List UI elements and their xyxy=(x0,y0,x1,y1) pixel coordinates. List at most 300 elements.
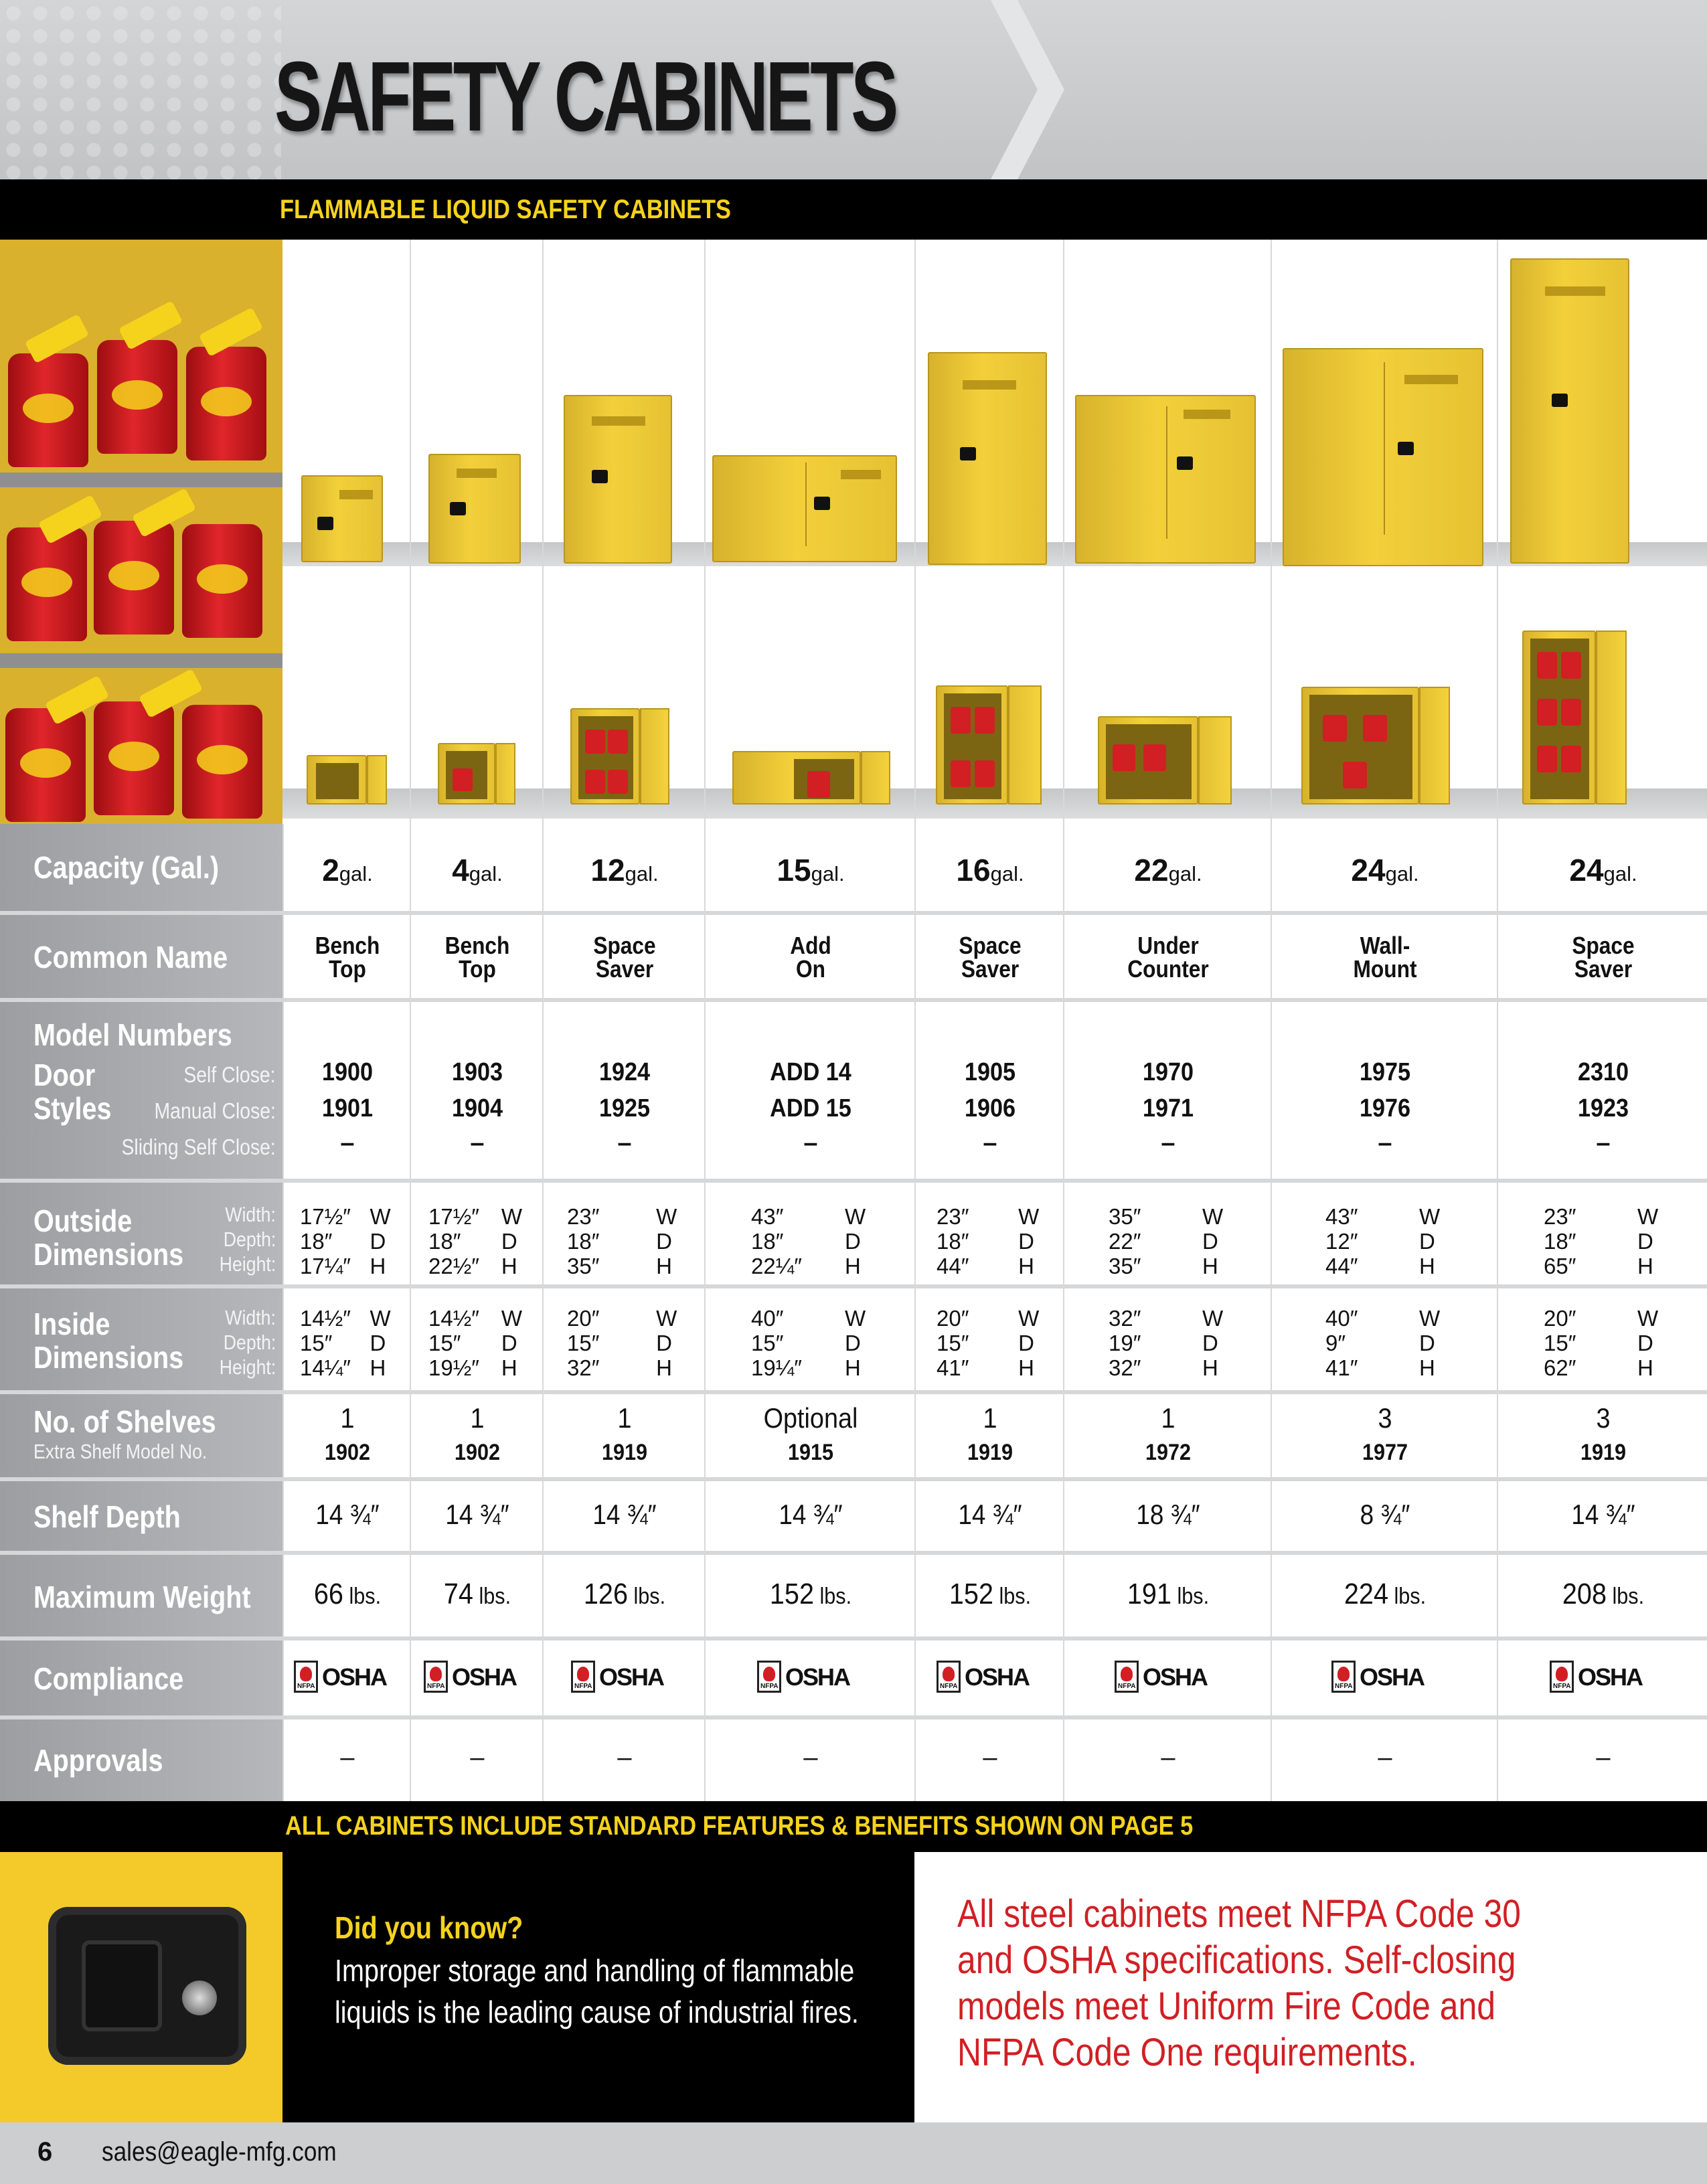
shelf-count: 1 xyxy=(1161,1402,1175,1434)
nfpa-text: NFPA xyxy=(1118,1683,1136,1690)
dimension-letter: D xyxy=(370,1229,386,1254)
dimension-line xyxy=(751,1306,866,1331)
dimension-letter: H xyxy=(1202,1355,1218,1380)
common-name-line: Space xyxy=(959,932,1022,959)
capacity-unit: gal. xyxy=(990,862,1024,886)
capacity-number: 24 xyxy=(1569,853,1604,888)
extra-shelf-model: 1919 xyxy=(601,1440,648,1465)
manual-close-model: 1923 xyxy=(1577,1094,1629,1122)
dimension-letter: H xyxy=(1202,1254,1218,1278)
common-name-line: Saver xyxy=(1574,955,1633,983)
table-column xyxy=(542,824,704,1801)
compliance-note xyxy=(914,1852,1707,2122)
depth-label: Depth: xyxy=(223,1331,276,1354)
common-name-label: Common Name xyxy=(33,940,228,975)
dimension-line xyxy=(1109,1204,1223,1229)
table-column xyxy=(914,824,1063,1801)
dimension-letter: W xyxy=(1637,1306,1659,1331)
dimension-letter: W xyxy=(1419,1204,1441,1229)
dimension-letter: D xyxy=(1637,1331,1653,1355)
dimension-line xyxy=(300,1254,391,1278)
approvals-value: – xyxy=(340,1744,355,1772)
capacity-unit: gal. xyxy=(625,862,659,886)
chevron-arrow-decoration xyxy=(991,0,1071,179)
dimension-line xyxy=(567,1254,677,1278)
inside-dimensions xyxy=(300,1306,391,1380)
dimension-value: 32″ xyxy=(567,1355,600,1380)
dimension-letter: W xyxy=(1202,1204,1224,1229)
sliding-close-model: – xyxy=(1378,1129,1392,1157)
footer-email-link[interactable]: sales@eagle-mfg.com xyxy=(102,2137,337,2167)
dimension-line xyxy=(751,1254,866,1278)
dimension-line xyxy=(937,1355,1039,1380)
note-line: models meet Uniform Fire Code and xyxy=(957,1985,1495,2028)
dimension-line xyxy=(1325,1229,1440,1254)
dimension-value: 43″ xyxy=(1325,1204,1358,1229)
approvals-value: – xyxy=(617,1744,632,1772)
dimension-letter: H xyxy=(501,1254,517,1278)
self-close-model: 2310 xyxy=(1577,1058,1629,1086)
approvals-value: – xyxy=(803,1744,818,1772)
manual-close-label: Manual Close: xyxy=(154,1098,276,1123)
capacity-number: 2 xyxy=(322,853,339,888)
dimension-line xyxy=(937,1204,1039,1229)
max-weight-value xyxy=(716,1578,906,1611)
gas-can xyxy=(182,524,262,638)
dimension-line xyxy=(428,1254,522,1278)
dimension-line xyxy=(300,1204,391,1229)
dimension-letter: H xyxy=(501,1355,517,1380)
dimension-letter: W xyxy=(1018,1204,1040,1229)
weight-unit: lbs. xyxy=(1606,1584,1645,1609)
dimension-line xyxy=(567,1204,677,1229)
dimension-line xyxy=(428,1204,522,1229)
dimensions-label: Dimensions xyxy=(33,1340,184,1375)
keyhole-icon xyxy=(182,1981,217,2015)
nfpa-text: NFPA xyxy=(1335,1683,1353,1690)
weight-number: 74 xyxy=(443,1578,473,1610)
photo-shelf xyxy=(0,473,282,487)
page-footer xyxy=(0,2122,1707,2184)
nfpa-text: NFPA xyxy=(760,1683,779,1690)
dimension-value: 20″ xyxy=(1544,1306,1576,1331)
weight-number: 152 xyxy=(769,1578,814,1610)
dimension-line xyxy=(428,1229,522,1254)
capacity-unit: gal. xyxy=(1168,862,1202,886)
common-name-line: Space xyxy=(593,932,656,959)
dimension-line xyxy=(300,1331,391,1355)
outside-dimensions xyxy=(300,1204,391,1278)
dimension-line xyxy=(567,1355,677,1380)
dimension-value: 40″ xyxy=(1325,1306,1358,1331)
manual-close-model: 1971 xyxy=(1142,1094,1194,1122)
inside-dimensions xyxy=(567,1306,677,1380)
dimension-letter: D xyxy=(1018,1331,1034,1355)
osha-logo-text: OSHA xyxy=(785,1663,850,1691)
dimension-line xyxy=(1325,1331,1440,1355)
gas-can xyxy=(94,701,174,815)
shelf-depth-value: 18 ¾″ xyxy=(1136,1499,1200,1530)
table-column xyxy=(410,824,542,1801)
dimension-value: 23″ xyxy=(937,1204,969,1229)
dimension-letter: D xyxy=(656,1331,672,1355)
nfpa-icon xyxy=(294,1661,318,1693)
hex-pattern-decoration xyxy=(0,0,281,179)
capacity-value xyxy=(284,852,411,888)
cabinet-closed-24gal-wallmount xyxy=(1283,348,1483,566)
nfpa-icon xyxy=(571,1661,595,1693)
dimension-line xyxy=(1325,1355,1440,1380)
extra-shelf-label: Extra Shelf Model No. xyxy=(33,1440,208,1463)
width-label: Width: xyxy=(225,1306,276,1329)
styles-label: Styles xyxy=(33,1091,112,1126)
dimensions-label: Dimensions xyxy=(33,1237,184,1272)
dimension-value: 12″ xyxy=(1325,1229,1358,1254)
capacity-unit: gal. xyxy=(339,862,373,886)
weight-unit: lbs. xyxy=(473,1584,511,1609)
dimension-value: 43″ xyxy=(751,1204,784,1229)
self-close-label: Self Close: xyxy=(183,1062,276,1087)
shelf-count: 1 xyxy=(983,1402,997,1434)
nfpa-icon xyxy=(424,1661,448,1693)
extra-shelf-model: 1902 xyxy=(454,1440,501,1465)
compliance-label: Compliance xyxy=(33,1661,184,1696)
outside-dimensions xyxy=(428,1204,522,1278)
dimension-letter: H xyxy=(370,1355,386,1380)
osha-nfpa-badge xyxy=(1331,1658,1439,1698)
extra-shelf-model: 1902 xyxy=(324,1440,371,1465)
max-weight-value xyxy=(552,1578,698,1611)
osha-nfpa-badge xyxy=(937,1658,1044,1698)
dimension-letter: W xyxy=(845,1306,866,1331)
max-weight-value xyxy=(923,1578,1057,1611)
common-name-line: Counter xyxy=(1127,955,1209,983)
dimension-letter: D xyxy=(656,1229,672,1254)
dimension-value: 19¼″ xyxy=(751,1355,802,1380)
osha-logo-text: OSHA xyxy=(1143,1663,1208,1691)
dimension-line xyxy=(1544,1204,1658,1229)
dimension-value: 15″ xyxy=(751,1331,784,1355)
osha-nfpa-badge xyxy=(424,1658,531,1698)
shelf-count: 1 xyxy=(617,1402,632,1434)
manual-close-model: 1906 xyxy=(964,1094,1016,1122)
cabinet-images xyxy=(282,240,1707,824)
common-name xyxy=(1285,934,1484,981)
inside-label: Inside xyxy=(33,1307,110,1341)
manual-close-model: 1904 xyxy=(451,1094,503,1122)
sliding-close-model: – xyxy=(617,1129,632,1157)
approvals-value: – xyxy=(470,1744,485,1772)
dimension-letter: H xyxy=(1637,1254,1653,1278)
inside-dimensions xyxy=(751,1306,866,1380)
cabinet-open-24gal-tall xyxy=(1522,631,1596,805)
common-name-line: Space xyxy=(1572,932,1635,959)
dimension-value: 15″ xyxy=(567,1331,600,1355)
door-label: Door xyxy=(33,1058,96,1092)
dimension-value: 22″ xyxy=(1109,1229,1141,1254)
compliance-note-text xyxy=(957,1891,1521,2076)
weight-number: 224 xyxy=(1344,1578,1388,1610)
dimension-line xyxy=(1544,1254,1658,1278)
shelf-depth-value: 8 ¾″ xyxy=(1360,1499,1410,1530)
model-numbers-label: Model Numbers xyxy=(33,1017,232,1052)
cabinet-closed-4gal xyxy=(428,454,521,564)
dimension-value: 32″ xyxy=(1109,1355,1141,1380)
capacity-unit: gal. xyxy=(1603,862,1637,886)
common-name-line: Bench xyxy=(444,932,510,959)
dimension-value: 44″ xyxy=(937,1254,969,1278)
max-weight-value xyxy=(1283,1578,1487,1611)
dimension-value: 15″ xyxy=(300,1331,333,1355)
page-number: 6 xyxy=(37,2137,53,2167)
weight-unit: lbs. xyxy=(627,1584,666,1609)
capacity-label: Capacity (Gal.) xyxy=(33,850,220,885)
capacity-unit: gal. xyxy=(811,862,845,886)
common-name xyxy=(924,934,1055,981)
dimension-value: 9″ xyxy=(1325,1331,1346,1355)
common-name xyxy=(718,934,903,981)
capacity-value xyxy=(1064,852,1272,888)
shelf-depth-value: 14 ¾″ xyxy=(1571,1499,1635,1530)
shelf-depth-value: 14 ¾″ xyxy=(779,1499,843,1530)
approvals-value: – xyxy=(1161,1744,1175,1772)
capacity-value xyxy=(706,852,916,888)
dimension-letter: H xyxy=(370,1254,386,1278)
banner-bar xyxy=(0,1801,1707,1852)
max-weight-value xyxy=(418,1578,537,1611)
outside-dimensions xyxy=(751,1204,866,1278)
dimension-value: 22½″ xyxy=(428,1254,479,1278)
dimension-line xyxy=(751,1355,866,1380)
osha-logo-text: OSHA xyxy=(1578,1663,1643,1691)
dimension-letter: H xyxy=(845,1355,861,1380)
dimension-letter: W xyxy=(370,1306,391,1331)
sliding-close-model: – xyxy=(983,1129,997,1157)
weight-unit: lbs. xyxy=(1171,1584,1210,1609)
shelf-count: 3 xyxy=(1378,1402,1392,1434)
dimension-letter: D xyxy=(501,1331,517,1355)
dimension-line xyxy=(1325,1254,1440,1278)
nfpa-text: NFPA xyxy=(427,1683,445,1690)
dimension-value: 32″ xyxy=(1109,1306,1141,1331)
cabinet-closed-16gal xyxy=(928,352,1047,565)
capacity-number: 12 xyxy=(590,853,625,888)
dimension-line xyxy=(1544,1229,1658,1254)
dimension-letter: D xyxy=(1637,1229,1653,1254)
shelf-count: Optional xyxy=(763,1402,858,1434)
dimension-letter: W xyxy=(1202,1306,1224,1331)
dimension-line xyxy=(937,1254,1039,1278)
dimension-line xyxy=(1109,1331,1223,1355)
approvals-value: – xyxy=(1378,1744,1392,1772)
dimension-value: 65″ xyxy=(1544,1254,1576,1278)
dimension-line xyxy=(751,1331,866,1355)
weight-unit: lbs. xyxy=(993,1584,1032,1609)
dimension-letter: D xyxy=(1419,1229,1435,1254)
dimension-letter: H xyxy=(1018,1254,1034,1278)
max-weight-value xyxy=(1075,1578,1262,1611)
common-name-line: Top xyxy=(329,955,366,983)
weight-number: 191 xyxy=(1127,1578,1171,1610)
weight-unit: lbs. xyxy=(343,1584,382,1609)
did-you-know-box xyxy=(282,1852,914,2122)
osha-logo-text: OSHA xyxy=(965,1663,1030,1691)
dimension-letter: H xyxy=(1419,1355,1435,1380)
manual-close-model: 1925 xyxy=(598,1094,651,1122)
common-name-line: Bench xyxy=(315,932,380,959)
table-column xyxy=(1271,824,1497,1801)
gas-can xyxy=(182,705,262,819)
shelf-count: 3 xyxy=(1596,1402,1611,1434)
dimension-line xyxy=(300,1229,391,1254)
osha-logo-text: OSHA xyxy=(599,1663,664,1691)
common-name xyxy=(554,934,696,981)
common-name xyxy=(1511,934,1696,981)
dimension-line xyxy=(300,1306,391,1331)
cabinet-closed-2gal xyxy=(301,475,383,562)
extra-shelf-model: 1972 xyxy=(1145,1440,1192,1465)
capacity-number: 15 xyxy=(777,853,811,888)
max-weight-value xyxy=(291,1578,405,1611)
table-column xyxy=(282,824,410,1801)
capacity-value xyxy=(916,852,1064,888)
manual-close-model: ADD 15 xyxy=(770,1094,851,1122)
sliding-close-model: – xyxy=(1161,1129,1175,1157)
did-you-know-heading: Did you know? xyxy=(335,1910,523,1945)
common-name xyxy=(291,934,403,981)
osha-nfpa-badge xyxy=(571,1658,678,1698)
self-close-model: ADD 14 xyxy=(770,1058,851,1086)
dimension-value: 14¼″ xyxy=(300,1355,351,1380)
dimension-letter: W xyxy=(656,1306,677,1331)
self-close-model: 1970 xyxy=(1142,1058,1194,1086)
capacity-value xyxy=(1272,852,1498,888)
table-column xyxy=(704,824,914,1801)
gas-can xyxy=(97,340,177,454)
outside-dimensions xyxy=(567,1204,677,1278)
dimension-line xyxy=(428,1306,522,1331)
table-column xyxy=(1063,824,1271,1801)
inside-dimensions xyxy=(937,1306,1039,1380)
dimension-line xyxy=(1109,1355,1223,1380)
dimension-line xyxy=(428,1331,522,1355)
dimension-value: 17½″ xyxy=(428,1204,479,1229)
dimension-line xyxy=(1325,1306,1440,1331)
dimension-value: 20″ xyxy=(937,1306,969,1331)
dimension-letter: H xyxy=(1419,1254,1435,1278)
outside-dimensions xyxy=(1325,1204,1440,1278)
dimension-letter: W xyxy=(656,1204,677,1229)
cabinet-open-16gal xyxy=(936,685,1008,805)
shelf-depth-value: 14 ¾″ xyxy=(445,1499,509,1530)
dimension-letter: D xyxy=(1419,1331,1435,1355)
page-title: SAFETY CABINETS xyxy=(274,41,896,152)
dimension-line xyxy=(1544,1306,1658,1331)
dimension-value: 20″ xyxy=(567,1306,600,1331)
did-you-know-line: Improper storage and handling of flammable xyxy=(335,1953,855,1988)
dimension-line xyxy=(567,1229,677,1254)
did-you-know-text xyxy=(335,1950,859,2033)
dimension-letter: H xyxy=(845,1254,861,1278)
nfpa-text: NFPA xyxy=(574,1683,592,1690)
nfpa-icon xyxy=(757,1661,781,1693)
shelf-depth-value: 14 ¾″ xyxy=(958,1499,1022,1530)
dimension-value: 14½″ xyxy=(300,1306,351,1331)
shelf-depth-value: 14 ¾″ xyxy=(592,1499,657,1530)
cabinet-open-24gal-wallmount xyxy=(1301,687,1419,805)
dimension-value: 35″ xyxy=(1109,1254,1141,1278)
depth-label: Depth: xyxy=(223,1228,276,1251)
dimension-value: 44″ xyxy=(1325,1254,1358,1278)
width-label: Width: xyxy=(225,1203,276,1226)
max-weight-label: Maximum Weight xyxy=(33,1580,251,1614)
cabinet-closed-12gal xyxy=(564,395,672,564)
inside-dimensions xyxy=(1325,1306,1440,1380)
nfpa-text: NFPA xyxy=(1553,1683,1571,1690)
nfpa-icon xyxy=(1550,1661,1574,1693)
dimension-letter: H xyxy=(656,1254,672,1278)
dimension-value: 35″ xyxy=(567,1254,600,1278)
nfpa-text: NFPA xyxy=(940,1683,958,1690)
info-section xyxy=(0,1852,1707,2122)
extra-shelf-model: 1919 xyxy=(1580,1440,1627,1465)
inside-dimensions xyxy=(1544,1306,1658,1380)
capacity-value xyxy=(411,852,544,888)
gas-cans-photo xyxy=(0,240,282,824)
dimension-line xyxy=(300,1355,391,1380)
dimension-value: 17¼″ xyxy=(300,1254,351,1278)
approvals-value: – xyxy=(983,1744,997,1772)
gas-can xyxy=(186,347,266,460)
self-close-model: 1905 xyxy=(964,1058,1016,1086)
manual-close-model: 1976 xyxy=(1359,1094,1411,1122)
dimension-value: 19″ xyxy=(1109,1331,1141,1355)
dimension-letter: D xyxy=(845,1331,861,1355)
sliding-close-model: – xyxy=(803,1129,818,1157)
extra-shelf-model: 1915 xyxy=(787,1440,834,1465)
shelf-depth-value: 14 ¾″ xyxy=(315,1499,380,1530)
osha-nfpa-badge xyxy=(294,1658,401,1698)
sliding-self-close-label: Sliding Self Close: xyxy=(121,1135,276,1159)
weight-number: 152 xyxy=(949,1578,993,1610)
weight-unit: lbs. xyxy=(813,1584,852,1609)
dimension-value: 18″ xyxy=(1544,1229,1576,1254)
outside-label: Outside xyxy=(33,1203,133,1238)
dimension-letter: W xyxy=(1637,1204,1659,1229)
dimension-letter: D xyxy=(1018,1229,1034,1254)
weight-number: 66 xyxy=(313,1578,343,1610)
osha-nfpa-badge xyxy=(1115,1658,1222,1698)
height-label: Height: xyxy=(219,1252,276,1276)
outside-dimensions xyxy=(1109,1204,1223,1278)
sliding-close-model: – xyxy=(1596,1129,1611,1157)
gas-can xyxy=(94,521,174,635)
dimension-value: 41″ xyxy=(1325,1355,1358,1380)
section-subtitle: FLAMMABLE LIQUID SAFETY CABINETS xyxy=(280,195,731,224)
gas-can xyxy=(7,527,87,641)
osha-logo-text: OSHA xyxy=(452,1663,517,1691)
subtitle-bar xyxy=(0,179,1707,240)
extra-shelf-model: 1977 xyxy=(1362,1440,1408,1465)
inside-dimensions xyxy=(428,1306,522,1380)
common-name-line: Under xyxy=(1137,932,1199,959)
dimension-line xyxy=(937,1331,1039,1355)
osha-logo-text: OSHA xyxy=(322,1663,387,1691)
common-name xyxy=(1077,934,1260,981)
dimension-line xyxy=(937,1306,1039,1331)
shelf-depth-label: Shelf Depth xyxy=(33,1499,181,1534)
dimension-value: 22¼″ xyxy=(751,1254,802,1278)
